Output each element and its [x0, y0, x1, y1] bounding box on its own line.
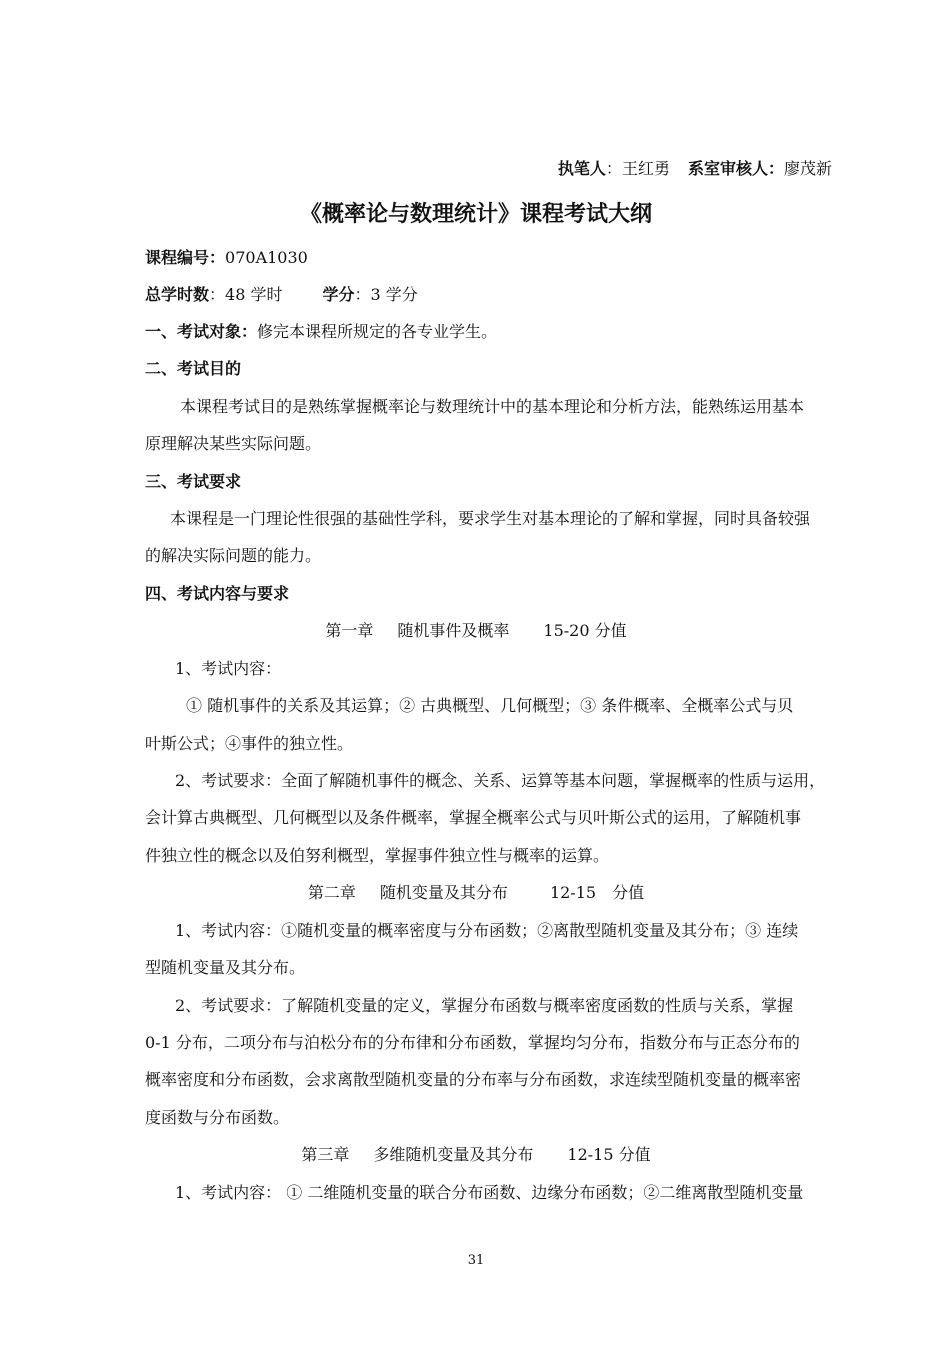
chapter-1-content-label: 1、考试内容： — [175, 659, 282, 678]
section-4-heading: 四、考试内容与要求 — [145, 584, 290, 603]
chapter-1-heading — [0, 620, 952, 642]
chapter-2-heading — [0, 882, 952, 904]
chapter-1-content-line-2: 叶斯公式；④事件的独立性。 — [145, 734, 354, 753]
credit-label: 学分 — [322, 285, 355, 304]
credit-value: 3 学分 — [370, 285, 418, 304]
course-code-label: 课程编号 — [145, 248, 210, 267]
chapter-1-content-line-1: ① 随机事件的关系及其运算；② 古典概型、几何概型；③ 条件概率、全概率公式与贝 — [186, 696, 794, 715]
section-3-line-1: 本课程是一门理论性很强的基础性学科，要求学生对基本理论的了解和掌握，同时具备较强 — [170, 509, 811, 528]
chapter-2-num: 第二章 — [307, 883, 356, 902]
chapter-3-heading — [0, 1144, 952, 1166]
chapter-1-req-line-3: 件独立性的概念以及伯努利概型，掌握事件独立性与概率的运算。 — [145, 846, 610, 865]
chapter-3-name: 多维随机变量及其分布 — [373, 1145, 534, 1164]
credit-sep: ： — [354, 285, 371, 304]
section-3-heading: 三、考试要求 — [145, 472, 242, 491]
chapter-2-content-line-1: 1、考试内容：①随机变量的概率密度与分布函数；②离散型随机变量及其分布；③ 连续 — [175, 921, 799, 940]
chapter-3-num: 第三章 — [301, 1145, 350, 1164]
chapter-2-req-line-1: 2、考试要求：了解随机变量的定义，掌握分布函数与概率密度函数的性质与关系，掌握 — [175, 996, 794, 1015]
page-title: 《概率论与数理统计》课程考试大纲 — [299, 202, 652, 227]
chapter-2-req-line-2: 0-1 分布，二项分布与泊松分布的分布律和分布函数，掌握均匀分布，指数分布与正态分布的 — [145, 1033, 800, 1052]
chapter-2-req-line-4: 度函数与分布函数。 — [145, 1108, 290, 1127]
section-3-line-2: 的解决实际问题的能力。 — [145, 546, 322, 565]
course-hours — [145, 284, 418, 306]
hours-sep: ： — [209, 285, 226, 304]
section-2-line-1: 本课程考试目的是熟练掌握概率论与数理统计中的基本理论和分析方法，能熟练运用基本 — [180, 397, 805, 416]
section-1-heading: 一、考试对象 — [145, 322, 242, 341]
chapter-1-score: 15-20 分值 — [543, 621, 627, 640]
hours-value: 48 学时 — [225, 285, 283, 304]
section-1-text: 修完本课程所规定的各专业学生。 — [257, 322, 498, 341]
section-1-sep: ： — [241, 322, 258, 341]
author-label: 执笔人 — [557, 159, 606, 178]
page-number: 31 — [467, 1253, 485, 1268]
section-2-heading: 二、考试目的 — [145, 359, 242, 378]
chapter-1-req-line-1: 2、考试要求：全面了解随机事件的概念、关系、运算等基本问题，掌握概率的性质与运用， — [175, 771, 826, 790]
course-code-value: 070A1030 — [225, 248, 308, 267]
author-sep: ： — [605, 159, 622, 178]
chapter-1-name: 随机事件及概率 — [397, 621, 510, 640]
section-1 — [145, 321, 497, 343]
chapter-2-name: 随机变量及其分布 — [379, 883, 508, 902]
reviewer-name: 廖茂新 — [783, 159, 832, 178]
reviewer-label: 系室审核人 — [687, 159, 768, 178]
chapter-2-score: 12-15 分值 — [549, 883, 645, 902]
hours-label: 总学时数 — [145, 285, 210, 304]
chapter-1-num: 第一章 — [325, 621, 374, 640]
author-name: 王红勇 — [621, 159, 670, 178]
chapter-3-score: 12-15 分值 — [567, 1145, 651, 1164]
author-line — [558, 158, 832, 180]
course-code — [145, 247, 308, 269]
course-code-sep: ： — [209, 248, 226, 267]
reviewer-sep: ： — [767, 159, 784, 178]
chapter-2-content-line-2: 型随机变量及其分布。 — [145, 958, 306, 977]
chapter-2-req-line-3: 概率密度和分布函数，会求离散型随机变量的分布率与分布函数，求连续型随机变量的概率密 — [145, 1070, 802, 1089]
section-2-line-2: 原理解决某些实际问题。 — [145, 434, 322, 453]
chapter-1-req-line-2: 会计算古典概型、几何概型以及条件概率，掌握全概率公式与贝叶斯公式的运用，了解随机事 — [145, 808, 802, 827]
chapter-3-content-line-1: 1、考试内容： ① 二维随机变量的联合分布函数、边缘分布函数；②二维离散型随机变量 — [175, 1183, 804, 1202]
